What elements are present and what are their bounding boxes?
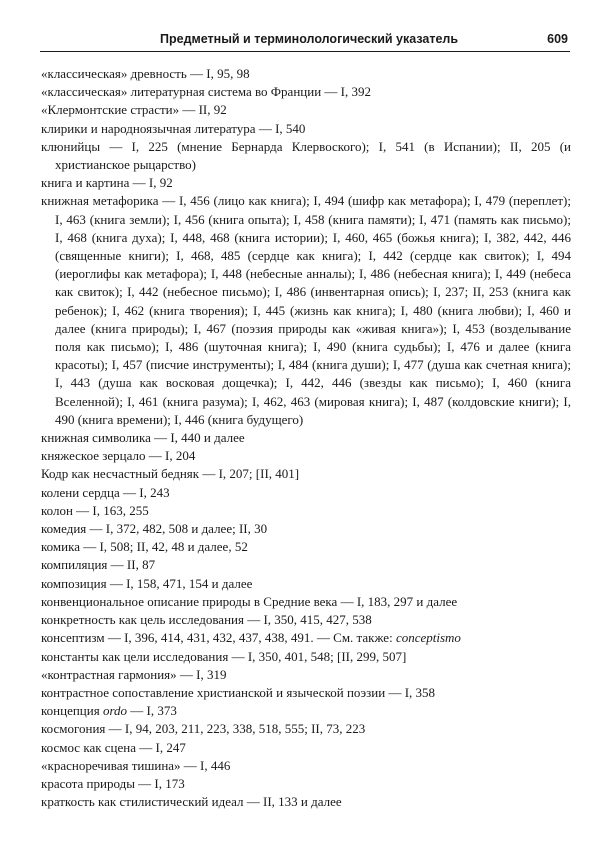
index-entry: Кодр как несчастный бедняк — I, 207; [II, 401] (41, 466, 300, 482)
index-entries (41, 65, 571, 811)
index-entry: клюнийцы — I, 225 (мнение Бернарда Клервоского); I, 541 (в Испании); II, 205 (и христианское рыцарство) (41, 138, 571, 173)
index-entry: космос как сцена — I, 247 (41, 739, 186, 755)
index-entry: княжеское зерцало — I, 204 (41, 448, 196, 464)
index-entry: константы как цели исследования — I, 350, 401, 548; [II, 299, 507] (41, 648, 407, 664)
index-entry: книжная символика — I, 440 и далее (41, 430, 245, 446)
index-entry: комика — I, 508; II, 42, 48 и далее, 52 (41, 539, 248, 555)
index-entry: колени сердца — I, 243 (41, 484, 170, 500)
entry-text: консептизм — I, 396, 414, 431, 432, 437, 438, 491. — См. также: (41, 630, 396, 646)
index-entry: колон — I, 163, 255 (41, 502, 149, 518)
index-entry (41, 629, 571, 647)
index-entry: книжная метафорика — I, 456 (лицо как книга); I, 494 (шифр как метафора); I, 479 (переплет); I, 463 (книга земли); I, 456 (книга опыта); I, 458 (книга памяти); I, 471 (память как письмо); I, 468 (книга духа); I, 448, 468 (книга истории); I, 460, 465 (божья книга); I, 382, 442, 446 (священные книги); I, 468, 485 (сердце как книга); I, 442 (сердце как свиток); I, 494 (иероглифы как метафора); I, 448 (небесные анналы); I, 486 (небесная книга); I, 449 (небеса как свиток); I, 442 (небесное письмо); I, 486 (инвентарная опись); I, 237; II, 253 (книга как ребенок); I, 462 (книга творения); I, 445 (жизнь как книга); I, 480 (книга любви); I, 460 и далее (книга природы); I, 467 (поэзия природы как «живая книга»); I, 453 (возделывание поля как письмо); I, 486 (шуточная книга); I, 490 (книга судьбы); I, 476 и далее (книга красоты); I, 457 (писчие инструменты); I, 484 (книга души); I, 477 (душа как счетная книга); I, 443 (душа как восковая дощечка); I, 442, 446 (звезды как письмо); I, 460 (книга Вселенной); I, 461 (книга разума); I, 462, 463 (мировая книга); I, 487 (колдовские книги); I, 490 (книга времени); I, 446 (книга будущего) (41, 193, 571, 427)
index-entry: красота природы — I, 173 (41, 775, 185, 791)
index-entry: краткость как стилистический идеал — II, 133 и далее (41, 794, 342, 810)
entry-text: — I, 373 (127, 703, 177, 719)
entry-italic-term: ordo (102, 703, 128, 719)
index-entry (41, 702, 571, 720)
index-entry: «Клермонтские страсти» — II, 92 (41, 102, 227, 118)
entry-italic-term: conceptismo (395, 630, 461, 646)
index-entry: комедия — I, 372, 482, 508 и далее; II, 30 (41, 521, 268, 537)
index-entry: космогония — I, 94, 203, 211, 223, 338, 518, 555; II, 73, 223 (41, 721, 366, 737)
index-entry: «классическая» древность — I, 95, 98 (41, 66, 250, 81)
page-number: 609 (547, 32, 568, 46)
index-entry: композиция — I, 158, 471, 154 и далее (41, 575, 253, 591)
index-entry: компиляция — II, 87 (41, 557, 156, 573)
index-entry: «контрастная гармония» — I, 319 (41, 666, 227, 682)
index-entry: клирики и народноязычная литература — I, 540 (41, 120, 306, 136)
index-entry: «красноречивая тишина» — I, 446 (41, 757, 231, 773)
index-entry: контрастное сопоставление христианской и языческой поэзии — I, 358 (41, 684, 436, 700)
index-entry: конвенциональное описание природы в Средние века — I, 183, 297 и далее (41, 593, 458, 609)
index-entry: «классическая» литературная система во Франции — I, 392 (41, 84, 371, 100)
entry-text: концепция (41, 703, 103, 719)
index-entry: книга и картина — I, 92 (41, 175, 173, 191)
running-header (40, 29, 570, 52)
index-entry: конкретность как цель исследования — I, 350, 415, 427, 538 (41, 612, 372, 628)
header-title: Предметный и терминолологический указатель (160, 32, 459, 46)
